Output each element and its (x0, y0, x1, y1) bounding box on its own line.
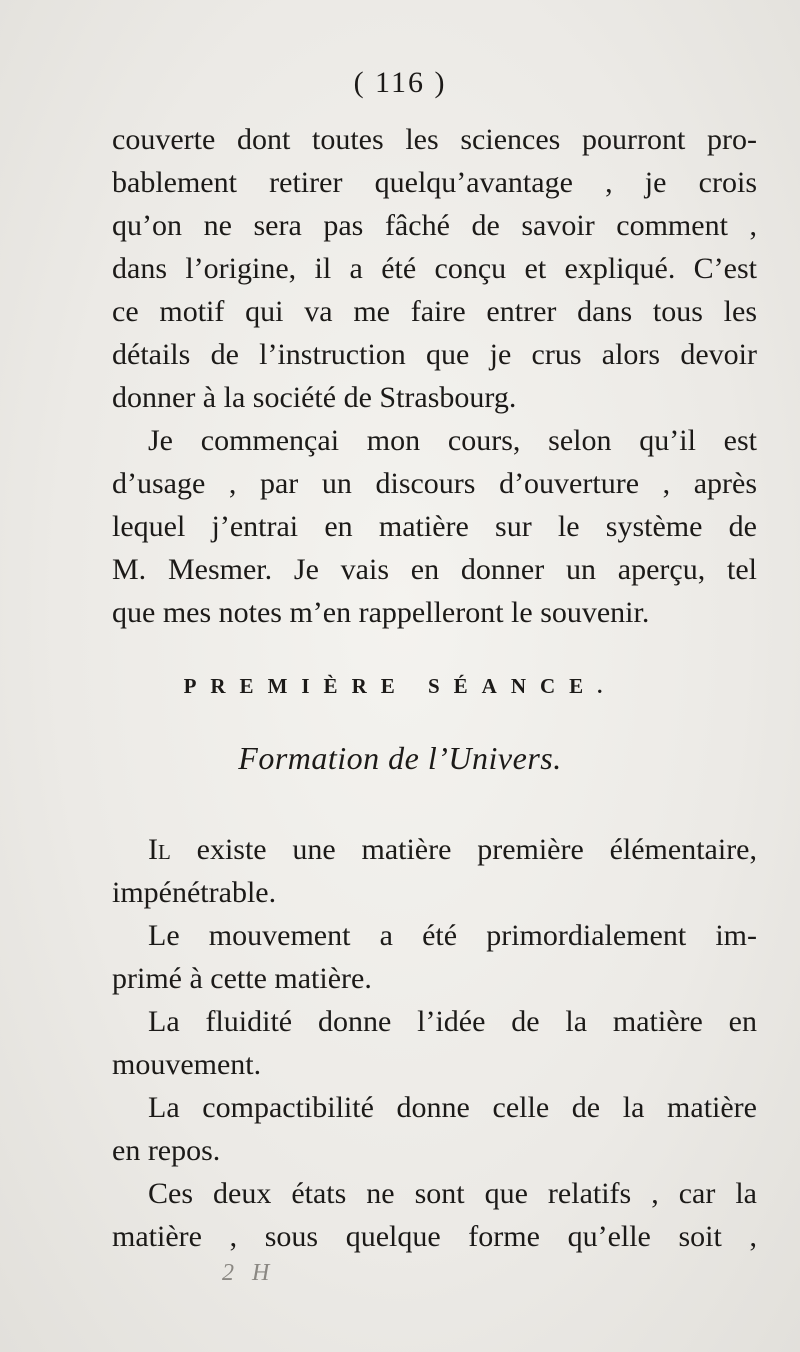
text-line: lequel j’entrai en matière sur le système de (112, 510, 757, 543)
text-line: mouvement. (112, 1048, 262, 1081)
text-line: Ces deux états ne sont que relatifs , car la (148, 1177, 757, 1210)
text-line: M. Mesmer. Je vais en donner un aperçu, tel (112, 553, 757, 586)
text-line: détails de l’instruction que je crus alors devoir (112, 338, 757, 371)
text-line: impénétrable. (112, 876, 277, 909)
line-rest: existe une matière première élémentaire, (196, 833, 757, 866)
page-number: ( 116 ) (353, 66, 447, 99)
text-line: couverte dont toutes les sciences pourront pro- (112, 123, 757, 156)
section-title: PREMIÈRE SÉANCE. (183, 674, 617, 698)
text-line: bablement retirer quelqu’avantage , je crois (112, 166, 757, 199)
text-line: ce motif qui va me faire entrer dans tous les (112, 295, 757, 328)
text-line: Je commençai mon cours, selon qu’il est (148, 424, 757, 457)
text-line: La fluidité donne l’idée de la matière en (148, 1005, 757, 1038)
text-line: que mes notes m’en rappelleront le souvenir. (112, 596, 650, 629)
signature-mark: 2 H (222, 1260, 276, 1286)
text-line: d’usage , par un discours d’ouverture , après (112, 467, 757, 500)
text-line: primé à cette matière. (112, 962, 372, 995)
first-word: Il (148, 833, 171, 866)
text-line: La compactibilité donne celle de la matière (148, 1091, 757, 1124)
text-line: donner à la société de Strasbourg. (112, 381, 517, 414)
text-line (112, 828, 757, 871)
section-subtitle: Formation de l’Univers. (238, 740, 562, 776)
text-line: Le mouvement a été primordialement im- (148, 919, 757, 952)
text-line: en repos. (112, 1134, 221, 1167)
text-line: dans l’origine, il a été conçu et expliqué. C’est (112, 252, 757, 285)
text-line: qu’on ne sera pas fâché de savoir comment , (112, 209, 757, 242)
text-line: matière , sous quelque forme qu’elle soit , (112, 1220, 757, 1253)
bottom-text (112, 828, 757, 1258)
top-text (112, 118, 757, 634)
